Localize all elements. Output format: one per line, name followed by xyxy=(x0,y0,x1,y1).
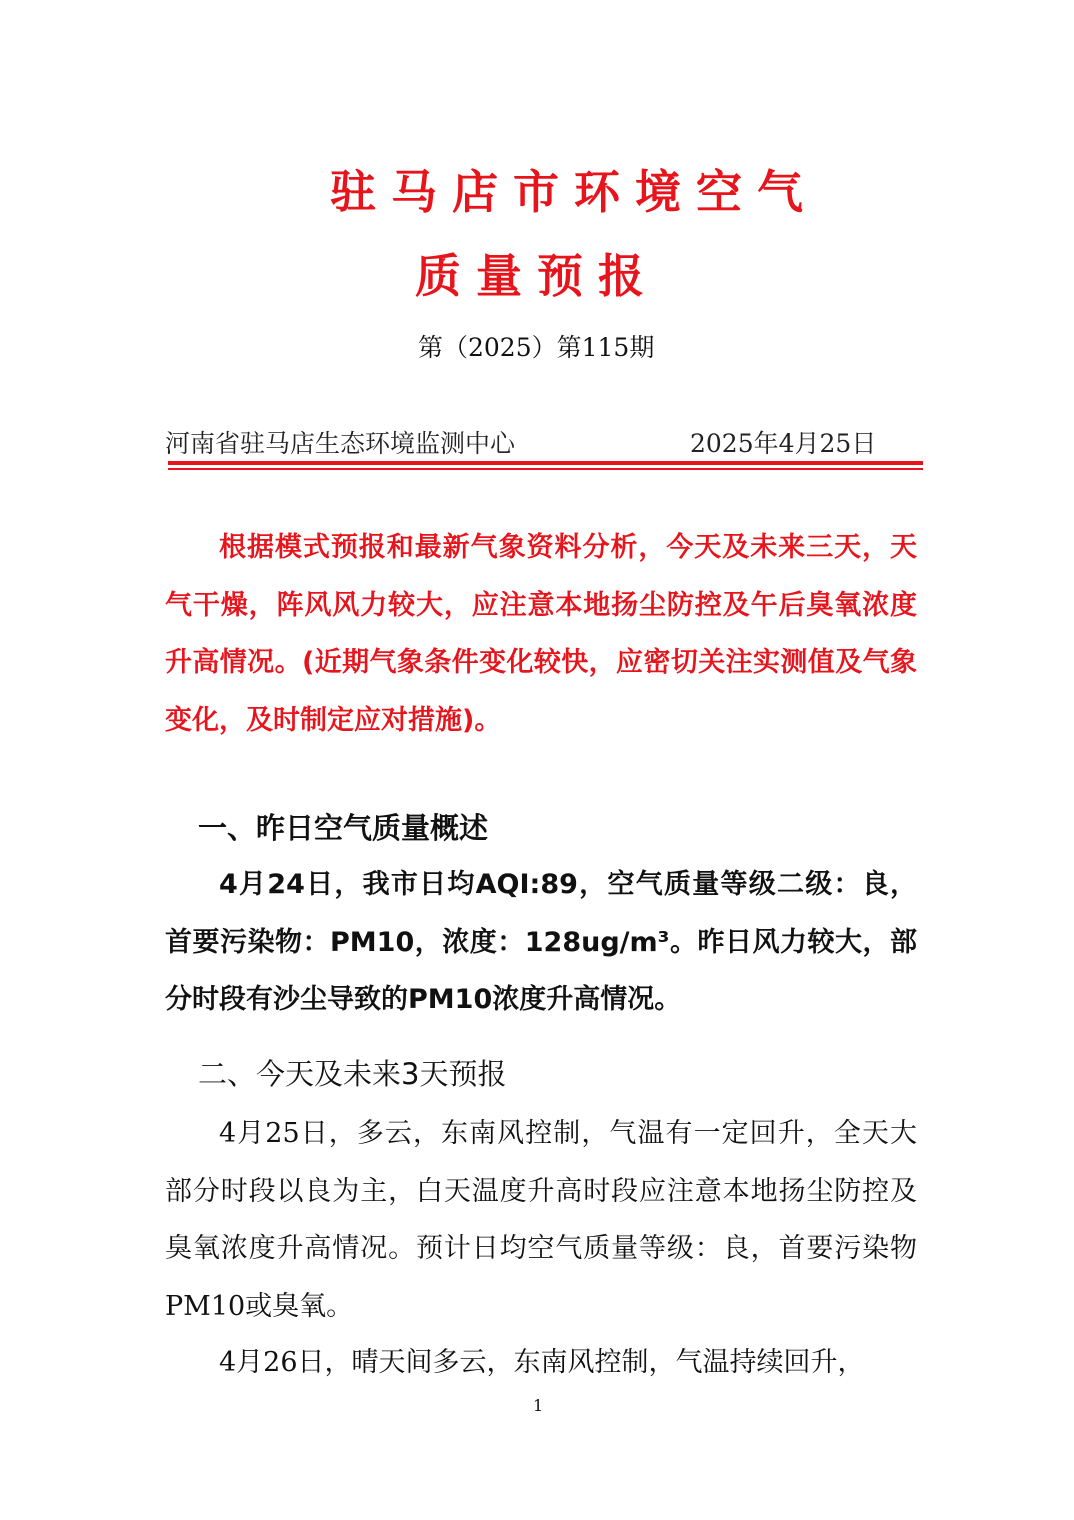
issue-date: 2025年4月25日 xyxy=(690,429,877,458)
forecast-paragraph-apr26: 4月26日，晴天间多云，东南风控制，气温持续回升， xyxy=(219,1347,865,1378)
forecast-paragraph-apr25: 4月25日，多云，东南风控制，气温有一定回升，全天大部分时段以良为主，白天温度升高时段应注意本地扬尘防控及臭氧浓度升高情况。预计日均空气质量等级：良，首要污染物 PM10或臭氧。 xyxy=(165,1118,917,1322)
section-heading-forecast: 二、今天及未来3天预报 xyxy=(198,1057,507,1091)
header-divider-thin xyxy=(168,468,923,470)
yesterday-overview-paragraph: 4月24日，我市日均AQI:89，空气质量等级二级：良，首要污染物：PM10，浓度：128ug/m³。昨日风力较大，部分时段有沙尘导致的PM10浓度升高情况。 xyxy=(165,869,917,1015)
page-number: 1 xyxy=(533,1396,544,1415)
issuing-organization: 河南省驻马店生态环境监测中心 xyxy=(165,429,516,458)
issue-number: 第（2025）第115期 xyxy=(418,333,655,362)
forecast-summary: 根据模式预报和最新气象资料分析，今天及未来三天，天气干燥，阵风风力较大，应注意本地扬尘防控及午后臭氧浓度升高情况。(近期气象条件变化较快，应密切关注实测值及气象变化，及时制定应对措施)。 xyxy=(165,532,917,736)
header-divider-thick xyxy=(168,461,923,465)
section-heading-yesterday: 一、昨日空气质量概述 xyxy=(198,811,489,845)
document-title-line-2: 质量预报 xyxy=(415,249,659,303)
document-title-line-1: 驻马店市环境空气 xyxy=(330,165,818,219)
